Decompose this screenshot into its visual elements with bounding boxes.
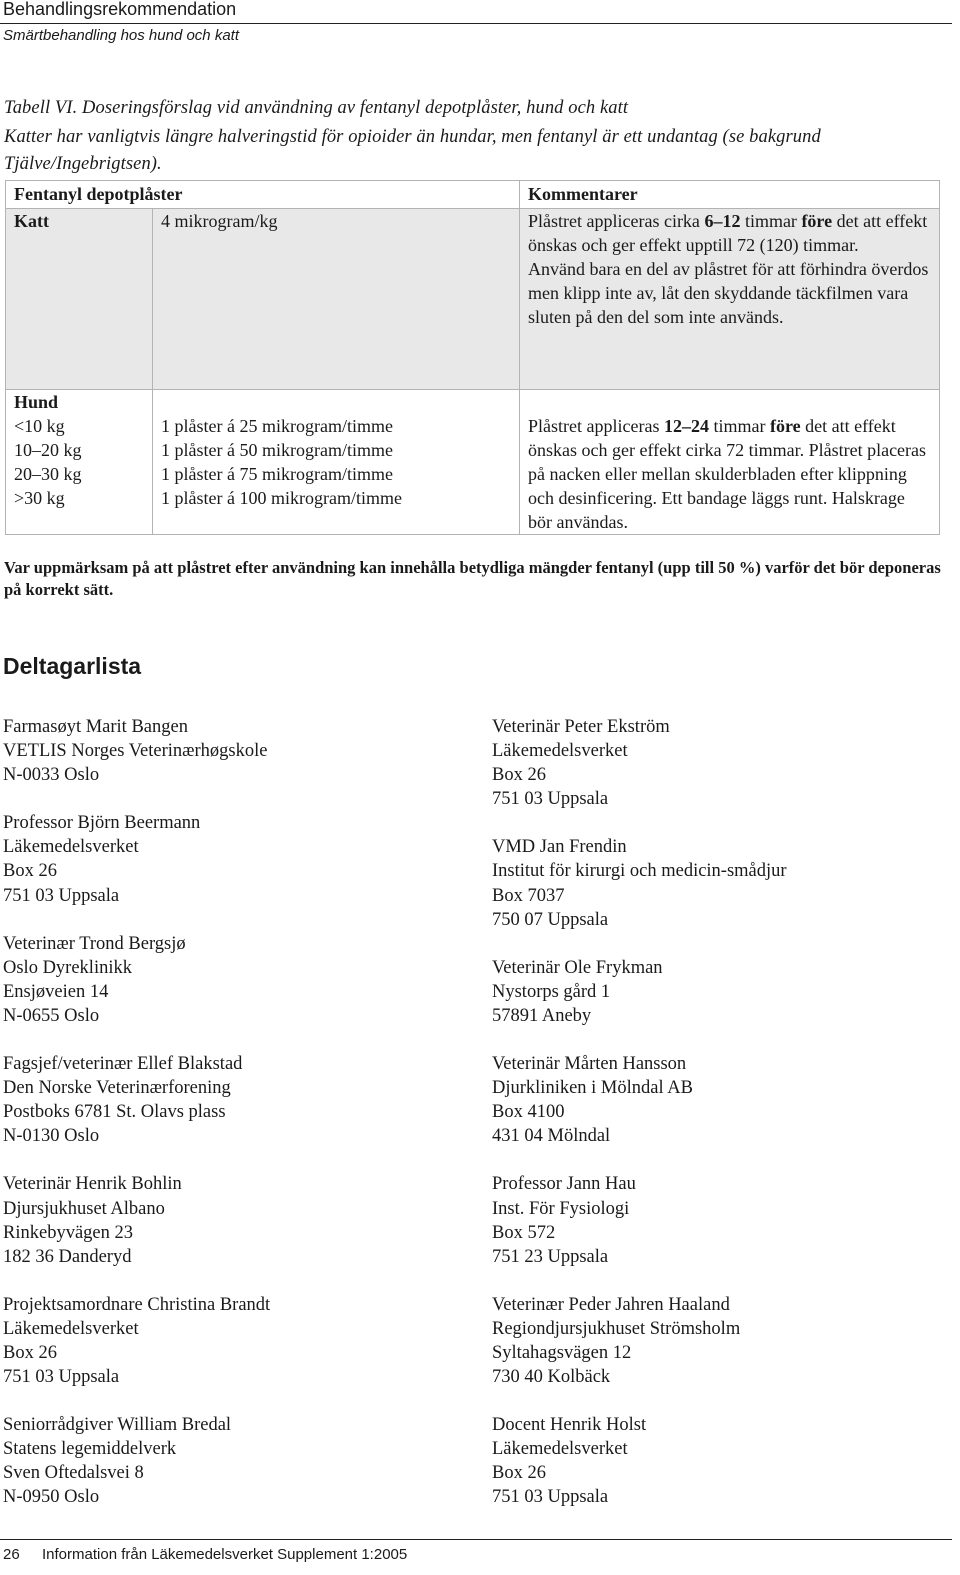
table-caption: Tabell VI. Doseringsförslag vid användning av fentanyl depotplåster, hund och katt: [4, 98, 629, 118]
dose-item: 1 plåster á 75 mikrogram/timme: [161, 464, 393, 484]
participant-entry: [3, 1052, 473, 1148]
participant-address-line: Djursjukhuset Albano: [3, 1198, 165, 1219]
participant-name: Veterinär Peter Ekström: [492, 717, 670, 737]
participant-address-line: 751 03 Uppsala: [3, 1367, 120, 1388]
participant-name: Farmasøyt Marit Bangen: [3, 717, 188, 737]
participant-entry: [3, 1293, 473, 1389]
participant-entry: [3, 715, 473, 787]
participant-address-line: N-0130 Oslo: [3, 1126, 100, 1147]
weight-class: >30 kg: [14, 488, 65, 508]
dose-dog: [153, 390, 520, 535]
weight-class: 10–20 kg: [14, 440, 82, 460]
table-header-row: [6, 181, 940, 209]
species-cat: Katt: [6, 209, 153, 390]
participant-name: Veterinær Peder Jahren Haaland: [492, 1294, 730, 1315]
weight-class: <10 kg: [14, 416, 65, 436]
dose-item: 1 plåster á 100 mikrogram/timme: [161, 488, 402, 508]
participant-name: Fagsjef/veterinær Ellef Blakstad: [3, 1054, 243, 1075]
participant-name: Veterinär Mårten Hansson: [492, 1054, 687, 1075]
participant-entry: [492, 715, 960, 811]
participant-entry: [3, 811, 473, 907]
participant-entry: [492, 956, 960, 1028]
participant-address-line: 751 03 Uppsala: [3, 885, 120, 906]
running-header-title: Behandlingsrekommendation: [3, 0, 237, 19]
participant-address-line: Nystorps gård 1: [492, 981, 611, 1002]
section-title: Deltagarlista: [3, 653, 142, 679]
comment-dog: Plåstret appliceras 12–24 timmar före det att effekt önskas och ger effekt cirka 72 timmar. Plåstret placeras på nacken eller mellan skulderbladen efter klippning och desinficering. Ett bandage läggs runt. Halskrage bör användas.: [520, 390, 940, 535]
participant-address-line: Box 572: [492, 1222, 556, 1243]
participant-address-line: 751 03 Uppsala: [492, 1487, 609, 1508]
header-divider: [0, 23, 952, 24]
participant-address-line: Box 26: [492, 765, 546, 786]
comment-cat-p2: Använd bara en del av plåstret för att förhindra överdos men klipp inte av, låt den skyddande täckfilmen vara sluten på den del som inte används.: [528, 259, 929, 327]
participant-address-line: Institut för kirurgi och medicin-smådjur: [492, 861, 787, 882]
participant-name: Veterinär Ole Frykman: [492, 957, 663, 978]
participant-entry: [492, 1172, 960, 1268]
participant-address-line: Box 26: [3, 1342, 57, 1363]
weight-class: 20–30 kg: [14, 464, 82, 484]
participant-entry: [492, 1052, 960, 1148]
running-header-subtitle: Smärtbehandling hos hund och katt: [3, 27, 239, 44]
participant-address-line: 431 04 Mölndal: [492, 1126, 611, 1147]
participant-address-line: 730 40 Kolbäck: [492, 1367, 611, 1388]
participant-address-line: N-0655 Oslo: [3, 1005, 100, 1026]
table-row-cat: [6, 209, 940, 390]
participant-address-line: Ensjøveien 14: [3, 981, 109, 1002]
participant-address-line: Läkemedelsverket: [3, 1318, 139, 1339]
participant-address-line: 182 36 Danderyd: [3, 1246, 132, 1267]
participant-entry: [492, 1293, 960, 1389]
species-dog: [6, 390, 153, 535]
page-number: 26: [3, 1546, 20, 1563]
participant-name: Veterinär Henrik Bohlin: [3, 1174, 182, 1195]
header-fentanyl: Fentanyl depotplåster: [6, 181, 520, 209]
participant-name: Veterinær Trond Bergsjø: [3, 933, 186, 954]
table-row-dog: [6, 390, 940, 535]
participant-address-line: 751 23 Uppsala: [492, 1246, 609, 1267]
participant-address-line: Statens legemiddelverk: [3, 1439, 177, 1460]
participant-address-line: Den Norske Veterinærforening: [3, 1078, 231, 1099]
comment-cat-p1: Plåstret appliceras cirka 6–12 timmar före det att effekt önskas och ger effekt upptill 72 (120) timmar.: [528, 211, 928, 255]
dose-cat: 4 mikrogram/kg: [153, 209, 520, 390]
warning-text: Var uppmärksam på att plåstret efter användning kan innehålla betydliga mängder fentanyl (upp till 50 %) varför det bör deponeras på korrekt sätt.: [4, 558, 941, 599]
participant-address-line: Oslo Dyreklinikk: [3, 957, 132, 978]
participant-address-line: Inst. För Fysiologi: [492, 1198, 630, 1219]
participant-address-line: Syltahagsvägen 12: [492, 1342, 632, 1363]
participant-name: Projektsamordnare Christina Brandt: [3, 1294, 271, 1315]
participant-address-line: Sven Oftedalsvei 8: [3, 1463, 144, 1484]
participant-address-line: N-0033 Oslo: [3, 765, 100, 786]
participant-name: Seniorrådgiver William Bredal: [3, 1415, 232, 1436]
participant-address-line: Regiondjursjukhuset Strömsholm: [492, 1318, 741, 1339]
participant-address-line: Box 26: [492, 1463, 546, 1484]
participant-address-line: Djurkliniken i Mölndal AB: [492, 1078, 693, 1099]
header-comments: Kommentarer: [520, 181, 940, 209]
participant-address-line: Box 7037: [492, 885, 565, 906]
table-note: Katter har vanligtvis längre halveringstid för opioider än hundar, men fentanyl är ett undantag (se bakgrund Tjälve/Ingebrigtsen).: [4, 127, 821, 174]
participant-address-line: Läkemedelsverket: [492, 1439, 628, 1460]
participant-name: Professor Jann Hau: [492, 1174, 636, 1195]
participant-address-line: Postboks 6781 St. Olavs plass: [3, 1102, 226, 1123]
participant-name: Professor Björn Beermann: [3, 813, 201, 834]
dose-item: 1 plåster á 50 mikrogram/timme: [161, 440, 393, 460]
participant-address-line: Läkemedelsverket: [492, 741, 628, 762]
participant-address-line: N-0950 Oslo: [3, 1487, 100, 1508]
participant-name: Docent Henrik Holst: [492, 1415, 647, 1436]
footer-divider: [0, 1539, 952, 1540]
participants-right-column: [492, 715, 960, 1534]
participants-left-column: [3, 715, 473, 1534]
participant-name: VMD Jan Frendin: [492, 837, 627, 858]
participant-address-line: Box 4100: [492, 1102, 565, 1123]
participant-entry: [3, 932, 473, 1028]
participant-entry: [3, 1413, 473, 1509]
participant-address-line: 751 03 Uppsala: [492, 789, 609, 810]
publication-info: Information från Läkemedelsverket Supplement 1:2005: [42, 1546, 408, 1563]
participant-entry: [492, 835, 960, 931]
species-dog-label: Hund: [14, 392, 59, 412]
dose-item: 1 plåster á 25 mikrogram/timme: [161, 416, 393, 436]
participant-address-line: 57891 Aneby: [492, 1005, 592, 1026]
participant-address-line: Rinkebyvägen 23: [3, 1222, 133, 1243]
participant-address-line: Box 26: [3, 861, 57, 882]
participant-address-line: 750 07 Uppsala: [492, 909, 609, 930]
participant-address-line: Läkemedelsverket: [3, 837, 139, 858]
comment-cat: [520, 209, 940, 390]
participant-entry: [3, 1172, 473, 1268]
participant-address-line: VETLIS Norges Veterinærhøgskole: [3, 741, 268, 762]
dosing-table: [5, 180, 940, 535]
participant-entry: [492, 1413, 960, 1509]
